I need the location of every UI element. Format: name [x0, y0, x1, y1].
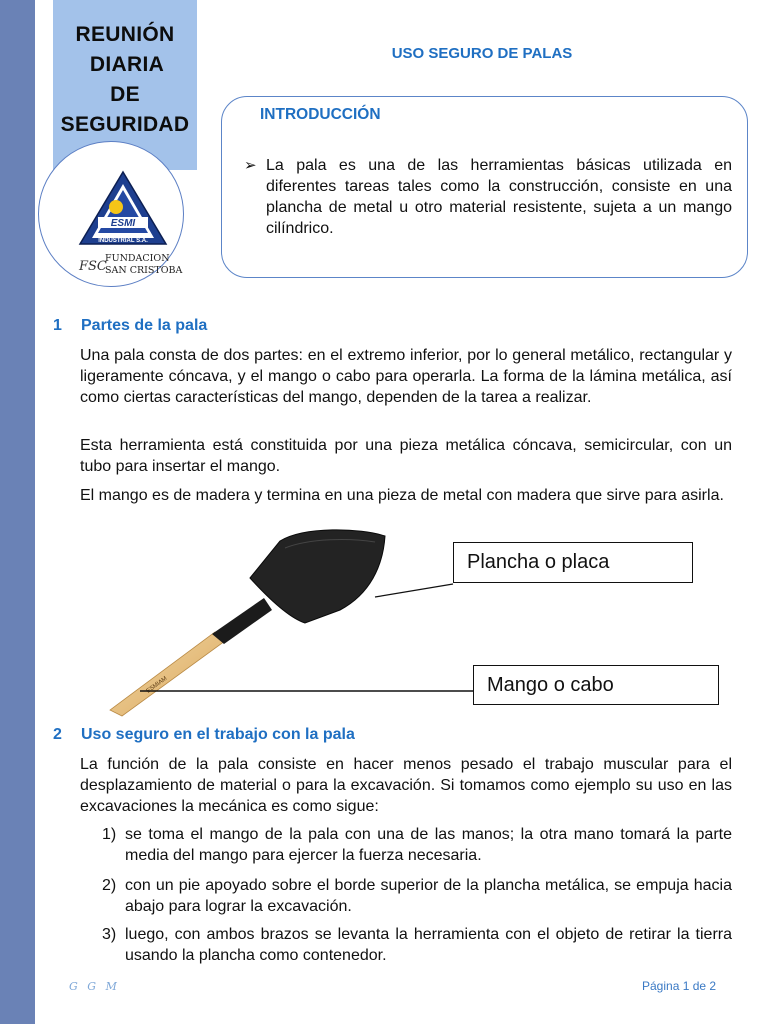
meeting-title — [53, 20, 197, 140]
step-1-number: 1) — [102, 826, 117, 843]
section-2-number: 2 — [53, 726, 62, 743]
section-1-paragraph-1: Una pala consta de dos partes: en el extremo inferior, por lo general metálico, rectangular y ligeramente cóncava, y el mango o cabo para operarla. La forma de la lámina metálica, así como ciertas características del mango, dependen de la tarea a realizar. — [80, 347, 732, 406]
section-1-paragraph-2: Esta herramienta está constituida por una pieza metálica cóncava, semicircular, con un tubo para insertar el mango. — [80, 437, 732, 475]
arrow-bullet-icon: ➢ — [244, 157, 257, 174]
foundation-mark: FSC — [79, 259, 107, 274]
section-2-title: Uso seguro en el trabajo con la pala — [81, 726, 355, 743]
section-1-title: Partes de la pala — [81, 317, 208, 334]
meeting-title-line-3: DE — [110, 83, 140, 106]
foundation-line-1: FUNDACION — [105, 253, 170, 264]
blade-leader-line — [375, 575, 455, 600]
handle-leader-line — [140, 688, 475, 694]
section-1-number: 1 — [53, 317, 62, 334]
blade-label-box — [453, 542, 693, 583]
handle-brand-text: ESMIAM — [145, 675, 169, 695]
section-1-paragraph-3: El mango es de madera y termina en una pieza de metal con madera que sirve para asirla. — [80, 487, 724, 504]
step-2-number: 2) — [102, 877, 117, 894]
step-3-number: 3) — [102, 926, 117, 943]
step-1-text: se toma el mango de la pala con una de las manos; la otra mano tomará la parte media del mango para ejercer la fuerza necesaria. — [125, 826, 732, 864]
footer-initials: G G M — [69, 980, 120, 993]
left-side-band — [0, 0, 35, 1024]
step-3-text: luego, con ambos brazos se levanta la herramienta con el objeto de retirar la tierra usando la plancha como contenedor. — [125, 926, 732, 964]
blade-label: Plancha o placa — [467, 551, 610, 573]
step-2-text: con un pie apoyado sobre el borde superior de la plancha metálica, se empuja hacia abajo para lograr la excavación. — [125, 877, 732, 915]
page-number: Página 1 de 2 — [642, 979, 717, 993]
foundation-line-2: SAN CRISTOBA — [105, 265, 183, 276]
emblem-text: ESMI — [110, 218, 136, 229]
emblem-subtext: INDUSTRIAL S.A. — [98, 238, 148, 244]
esmi-emblem-logo — [78, 170, 168, 248]
handle-label: Mango o cabo — [487, 673, 614, 696]
introduction-text: La pala es una de las herramientas básicas utilizada en diferentes tareas tales como la construcción, consiste en una plancha de metal u otro material resistente, sujeta a un mango cilíndrico. — [266, 157, 732, 237]
introduction-heading: INTRODUCCIÓN — [260, 106, 381, 123]
meeting-title-line-1: REUNIÓN — [75, 23, 175, 46]
meeting-title-line-2: DIARIA — [89, 53, 165, 76]
document-title: USO SEGURO DE PALAS — [391, 45, 573, 62]
section-2-paragraph-1: La función de la pala consiste en hacer menos pesado el trabajo muscular para el desplazamiento de material o para la excavación. Si tomamos como ejemplo su uso en las excavaciones la mecánica es como sigue: — [80, 756, 732, 815]
foundation-logo — [78, 250, 182, 278]
meeting-title-line-4: SEGURIDAD — [60, 113, 190, 136]
handle-label-box — [473, 665, 719, 705]
